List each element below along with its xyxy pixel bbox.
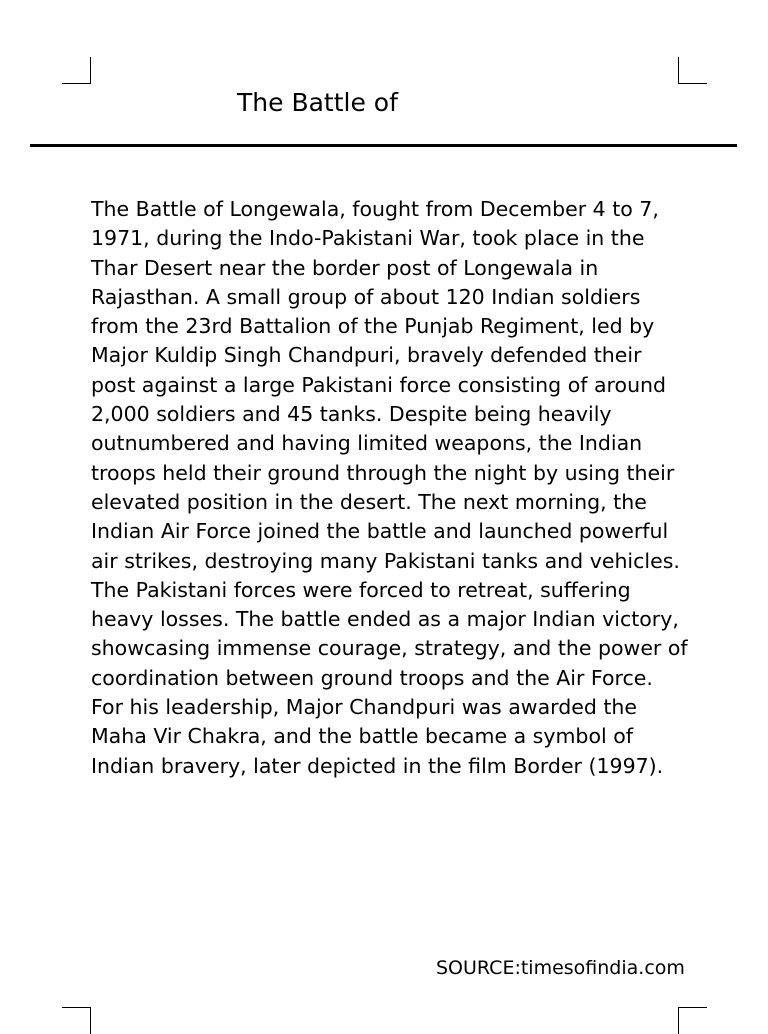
- document-title: The Battle of: [237, 88, 398, 117]
- crop-mark-top-left: [62, 57, 91, 84]
- crop-mark-bottom-right: [678, 1007, 707, 1034]
- crop-mark-top-right: [678, 57, 707, 84]
- title-divider: [30, 144, 737, 147]
- source-credit: SOURCE:timesofindia.com: [436, 957, 685, 979]
- document-body-paragraph: The Battle of Longewala, fought from December 4 to 7, 1971, during the Indo-Pakistani War, took place in the Thar Desert near the border post of Longewala in Rajasthan. A small group of about 120 Indian soldiers from the 23rd Battalion of the Punjab Regiment, led by Major Kuldip Singh Chandpuri, bravely defended their post against a large Pakistani force consisting of around 2,000 soldiers and 45 tanks. Despite being heavily outnumbered and having limited weapons, the Indian troops held their ground through the night by using their elevated position in the desert. The next morning, the Indian Air Force joined the battle and launched powerful air strikes, destroying many Pakistani tanks and vehicles. The Pakistani forces were forced to retreat, suffering heavy losses. The battle ended as a major Indian victory, showcasing immense courage, strategy, and the power of coordination between ground troops and the Air Force. For his leadership, Major Chandpuri was awarded the Maha Vir Chakra, and the battle became a symbol of Indian bravery, later depicted in the film Border (1997).: [91, 197, 688, 778]
- crop-mark-bottom-left: [62, 1007, 91, 1034]
